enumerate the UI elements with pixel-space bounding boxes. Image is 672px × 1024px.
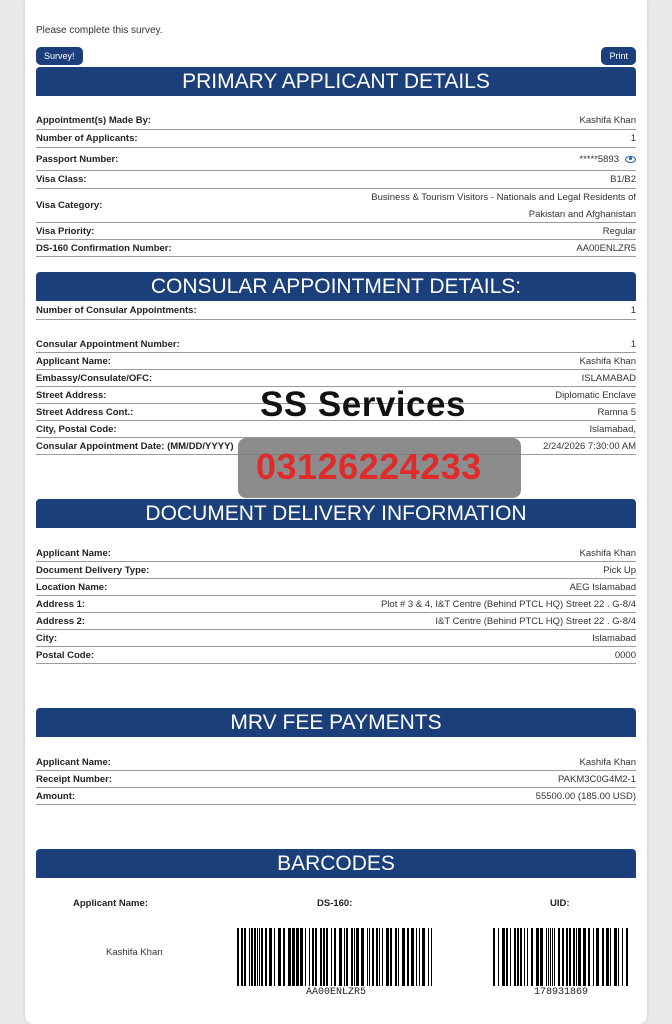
row-delivery-type — [36, 562, 636, 579]
row-label: Receipt Number: — [36, 773, 113, 785]
print-button[interactable]: Print — [601, 47, 636, 65]
mrv-fee-header: MRV FEE PAYMENTS — [36, 708, 636, 737]
survey-prompt: Please complete this survey. — [36, 25, 163, 36]
barcode-col-uid: UID: — [550, 898, 570, 909]
row-label: Address 2: — [36, 615, 86, 627]
row-value: 55500.00 (185.00 USD) — [535, 790, 636, 802]
row-label: Street Address Cont.: — [36, 406, 134, 418]
row-address-2 — [36, 613, 636, 630]
row-value: 1 — [630, 338, 636, 350]
row-value: Business & Tourism Visitors - Nationals and Legal Residents of Pakistan and Afghanistan — [371, 191, 636, 220]
row-value — [579, 154, 636, 165]
watermark-title: SS Services — [260, 385, 466, 424]
row-value: 1 — [630, 305, 636, 316]
row-visa-class — [36, 171, 636, 189]
eye-icon[interactable] — [625, 156, 636, 163]
row-value: Plot # 3 & 4, I&T Centre (Behind PTCL HQ) Street 22 . G-8/4 — [380, 598, 636, 610]
ds160-barcode — [237, 928, 435, 986]
row-label: Appointment(s) Made By: — [36, 115, 152, 126]
row-label: Visa Priority: — [36, 225, 95, 237]
document-delivery-header: DOCUMENT DELIVERY INFORMATION — [36, 499, 636, 528]
row-value: Ramna 5 — [597, 406, 636, 418]
uid-barcode-text: 178931869 — [533, 987, 588, 998]
uid-barcode — [493, 928, 629, 986]
row-label: Consular Appointment Date: (MM/DD/YYYY) — [36, 440, 234, 452]
appointment-confirmation-page — [25, 0, 647, 1024]
row-label: Applicant Name: — [36, 547, 111, 559]
row-label: Applicant Name: — [36, 756, 111, 768]
row-label: Visa Category: — [36, 200, 103, 211]
row-label: Visa Class: — [36, 174, 87, 185]
row-visa-category — [36, 189, 636, 223]
row-value: Kashifa Khan — [579, 355, 636, 367]
row-label: DS-160 Confirmation Number: — [36, 242, 172, 254]
row-value: Kashifa Khan — [579, 547, 636, 559]
row-label: Amount: — [36, 790, 76, 802]
primary-applicant-header: PRIMARY APPLICANT DETAILS — [36, 67, 636, 96]
row-label: Street Address: — [36, 389, 107, 401]
passport-number-value: *****5893 — [579, 153, 619, 165]
row-label: Document Delivery Type: — [36, 564, 150, 576]
row-label: City, Postal Code: — [36, 423, 117, 435]
row-value: ISLAMABAD — [581, 372, 636, 384]
barcode-bar — [626, 928, 628, 986]
row-value: Regular — [602, 225, 636, 237]
row-consular-appointment-number — [36, 336, 636, 353]
row-passport-number — [36, 148, 636, 171]
row-value: Kashifa Khan — [579, 756, 636, 768]
row-label: Location Name: — [36, 581, 108, 593]
row-receipt-number — [36, 771, 636, 788]
row-label: Address 1: — [36, 598, 86, 610]
barcode-applicant-name: Kashifa Khan — [106, 947, 163, 958]
row-appointment-made-by — [36, 112, 636, 130]
row-value: Kashifa Khan — [579, 115, 636, 126]
row-mrv-applicant-name — [36, 754, 636, 771]
row-visa-priority — [36, 223, 636, 240]
row-value: AEG Islamabad — [569, 581, 636, 593]
consular-appointment-header: CONSULAR APPOINTMENT DETAILS: — [36, 272, 636, 301]
row-number-of-applicants — [36, 130, 636, 148]
row-value: PAKM3C0G4M2-1 — [558, 773, 636, 785]
row-value: Islamabad, — [589, 423, 636, 435]
barcode-col-ds160: DS-160: — [317, 898, 353, 909]
survey-button[interactable]: Survey! — [36, 47, 83, 65]
row-value: Pick Up — [603, 564, 636, 576]
row-location-name — [36, 579, 636, 596]
row-ds160-confirmation — [36, 240, 636, 257]
barcode-space — [432, 928, 433, 986]
row-label: Number of Applicants: — [36, 133, 138, 144]
row-value: 1 — [630, 133, 636, 144]
row-delivery-applicant-name — [36, 545, 636, 562]
row-label: Number of Consular Appointments: — [36, 305, 197, 316]
row-value: Islamabad — [592, 632, 636, 644]
row-label: Postal Code: — [36, 649, 95, 661]
row-value: 0000 — [614, 649, 636, 661]
barcodes-header: BARCODES — [36, 849, 636, 878]
row-value: I&T Centre (Behind PTCL HQ) Street 22 . G-8/4 — [435, 615, 636, 627]
row-consular-applicant-name — [36, 353, 636, 370]
row-amount — [36, 788, 636, 805]
ds160-barcode-text: AA00ENLZR5 — [305, 987, 366, 998]
row-label: Embassy/Consulate/OFC: — [36, 372, 153, 384]
row-label: Applicant Name: — [36, 355, 111, 367]
row-value: 2/24/2026 7:30:00 AM — [543, 440, 636, 452]
row-number-of-consular-appointments — [36, 302, 636, 320]
row-label: Passport Number: — [36, 153, 119, 165]
barcode-col-applicant-name: Applicant Name: — [73, 898, 148, 909]
row-delivery-city — [36, 630, 636, 647]
row-label: City: — [36, 632, 58, 644]
row-address-1 — [36, 596, 636, 613]
watermark-phone: 03126224233 — [256, 446, 482, 487]
row-postal-code — [36, 647, 636, 664]
row-value: AA00ENLZR5 — [576, 242, 636, 254]
row-label: Consular Appointment Number: — [36, 338, 180, 350]
row-value: B1/B2 — [610, 174, 636, 185]
row-value: Diplomatic Enclave — [555, 389, 636, 401]
